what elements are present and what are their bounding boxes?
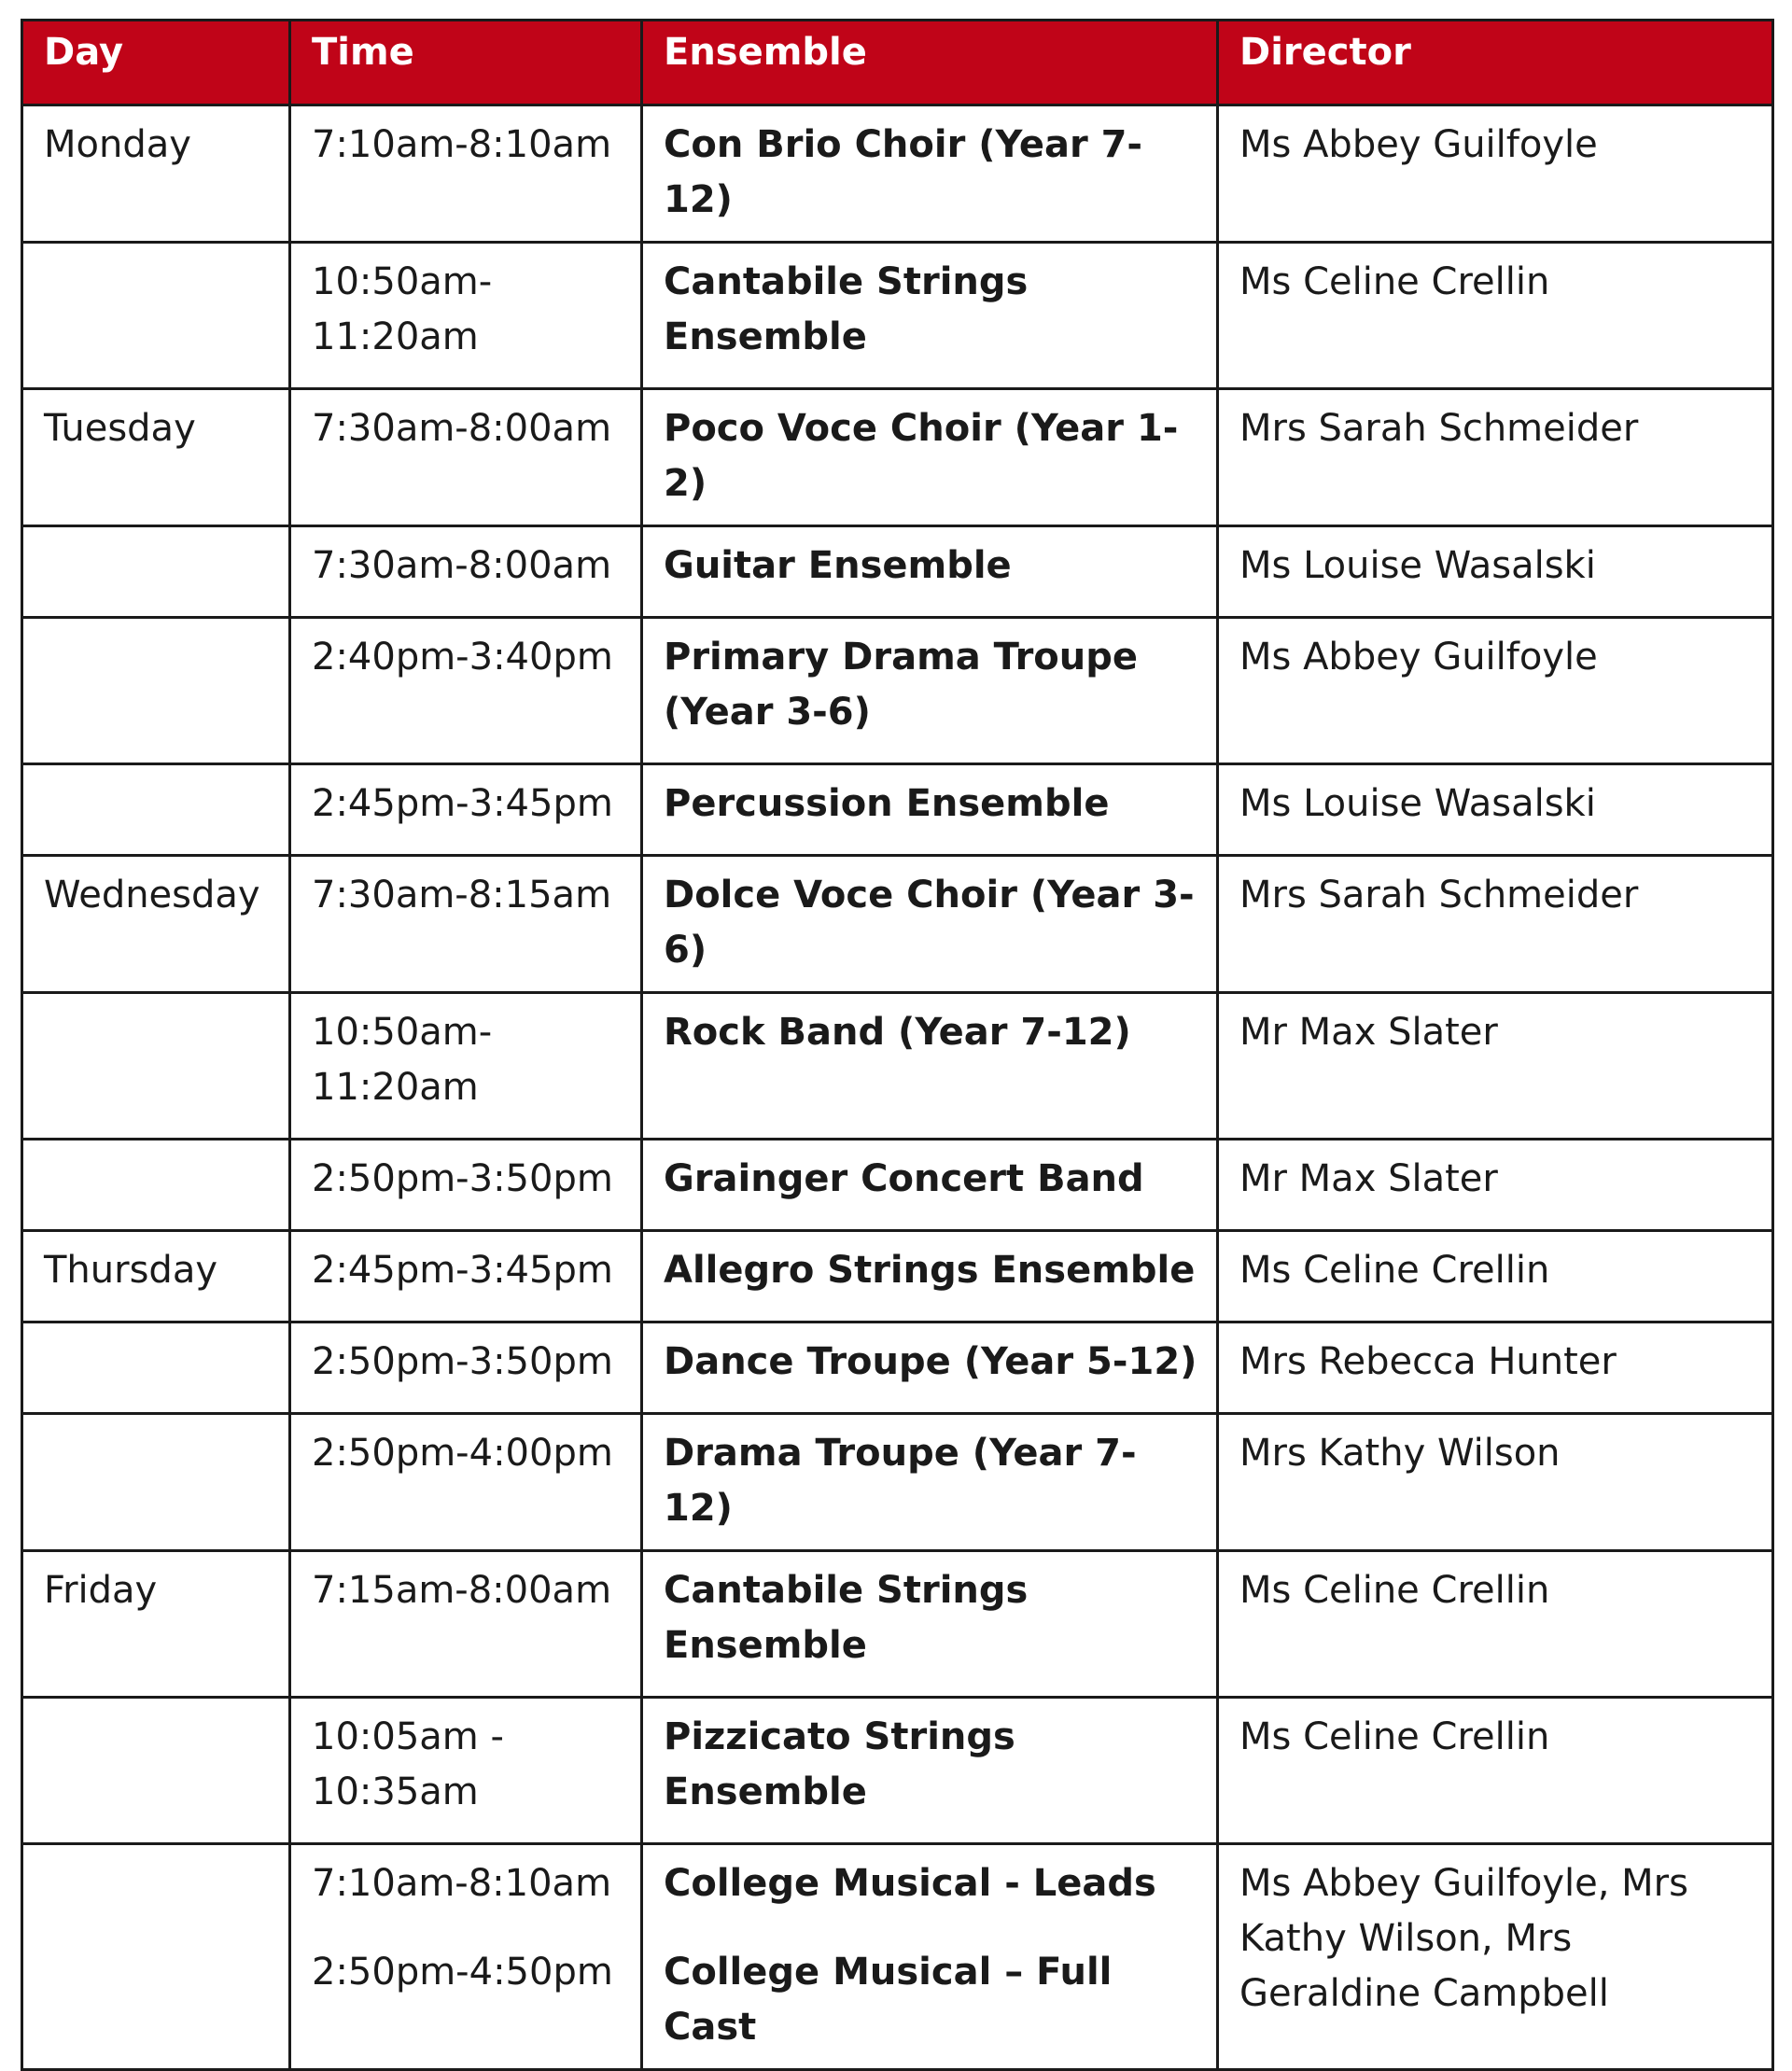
time-cell: 7:30am-8:15am [290,856,642,993]
header-day: Day [22,21,290,105]
day-cell: Tuesday [22,389,290,526]
table-row [22,764,1773,856]
ensemble-cell: Cantabile Strings Ensemble [642,243,1218,389]
time-cell: 2:50pm-3:50pm [290,1140,642,1231]
director-cell: Ms Abbey Guilfoyle, Mrs Kathy Wilson, Mrs Geraldine Campbell [1218,1844,1773,2070]
day-cell [22,1844,290,2070]
header-time: Time [290,21,642,105]
time-cell: 2:50pm-3:50pm [290,1322,642,1414]
header-row [22,21,1773,105]
director-cell: Ms Abbey Guilfoyle [1218,618,1773,764]
ensemble-leads: College Musical - Leads [664,1862,1156,1905]
time-full-cast: 2:50pm-4:50pm [312,1951,613,1994]
ensemble-cell: Primary Drama Troupe (Year 3-6) [642,618,1218,764]
day-cell [22,1698,290,1844]
table-row [22,1322,1773,1414]
day-cell: Friday [22,1551,290,1698]
director-cell: Ms Abbey Guilfoyle [1218,105,1773,243]
director-cell: Ms Louise Wasalski [1218,526,1773,618]
ensemble-cell: Con Brio Choir (Year 7-12) [642,105,1218,243]
day-cell [22,764,290,856]
ensemble-cell: Dolce Voce Choir (Year 3-6) [642,856,1218,993]
day-cell [22,618,290,764]
table-row [22,1698,1773,1844]
director-cell: Mrs Sarah Schmeider [1218,389,1773,526]
time-cell: 7:10am-8:10am [290,105,642,243]
day-cell [22,243,290,389]
director-cell: Ms Celine Crellin [1218,243,1773,389]
time-cell: 2:50pm-4:00pm [290,1414,642,1551]
time-cell: 2:45pm-3:45pm [290,1231,642,1322]
day-cell [22,1414,290,1551]
day-cell [22,993,290,1140]
ensemble-cell: Guitar Ensemble [642,526,1218,618]
ensemble-cell: Grainger Concert Band [642,1140,1218,1231]
ensemble-full-cast: College Musical – Full Cast [664,1951,1113,2049]
table-row [22,1140,1773,1231]
table-row [22,618,1773,764]
time-cell: 7:30am-8:00am [290,526,642,618]
ensemble-schedule-table [21,19,1774,2071]
ensemble-cell: Pizzicato Strings Ensemble [642,1698,1218,1844]
ensemble-cell: Dance Troupe (Year 5-12) [642,1322,1218,1414]
table-row [22,105,1773,243]
day-cell [22,526,290,618]
time-cell: 10:05am - 10:35am [290,1698,642,1844]
director-cell: Mrs Sarah Schmeider [1218,856,1773,993]
time-leads: 7:10am-8:10am [312,1862,612,1905]
director-cell: Mrs Kathy Wilson [1218,1414,1773,1551]
time-cell: 7:15am-8:00am [290,1551,642,1698]
director-cell: Mr Max Slater [1218,1140,1773,1231]
ensemble-cell: Percussion Ensemble [642,764,1218,856]
time-cell: 10:50am-11:20am [290,993,642,1140]
day-cell [22,1140,290,1231]
day-cell: Thursday [22,1231,290,1322]
table-row-college-musical [22,1844,1773,2070]
table-row [22,993,1773,1140]
director-cell: Ms Celine Crellin [1218,1231,1773,1322]
table-row [22,856,1773,993]
time-cell: 2:40pm-3:40pm [290,618,642,764]
time-cell: 7:30am-8:00am [290,389,642,526]
director-cell: Ms Celine Crellin [1218,1698,1773,1844]
ensemble-cell: Drama Troupe (Year 7-12) [642,1414,1218,1551]
ensemble-cell: Allegro Strings Ensemble [642,1231,1218,1322]
director-cell: Ms Louise Wasalski [1218,764,1773,856]
time-cell: 2:45pm-3:45pm [290,764,642,856]
director-cell: Mr Max Slater [1218,993,1773,1140]
ensemble-cell [642,1844,1218,2070]
director-cell: Ms Celine Crellin [1218,1551,1773,1698]
table-row [22,243,1773,389]
day-cell: Monday [22,105,290,243]
ensemble-cell: Poco Voce Choir (Year 1-2) [642,389,1218,526]
time-cell [290,1844,642,2070]
header-director: Director [1218,21,1773,105]
table-row [22,1551,1773,1698]
director-cell: Mrs Rebecca Hunter [1218,1322,1773,1414]
day-cell [22,1322,290,1414]
table-row [22,389,1773,526]
ensemble-cell: Rock Band (Year 7-12) [642,993,1218,1140]
time-cell: 10:50am-11:20am [290,243,642,389]
header-ensemble: Ensemble [642,21,1218,105]
ensemble-cell: Cantabile Strings Ensemble [642,1551,1218,1698]
day-cell: Wednesday [22,856,290,993]
table-row [22,526,1773,618]
table-row [22,1231,1773,1322]
table-row [22,1414,1773,1551]
